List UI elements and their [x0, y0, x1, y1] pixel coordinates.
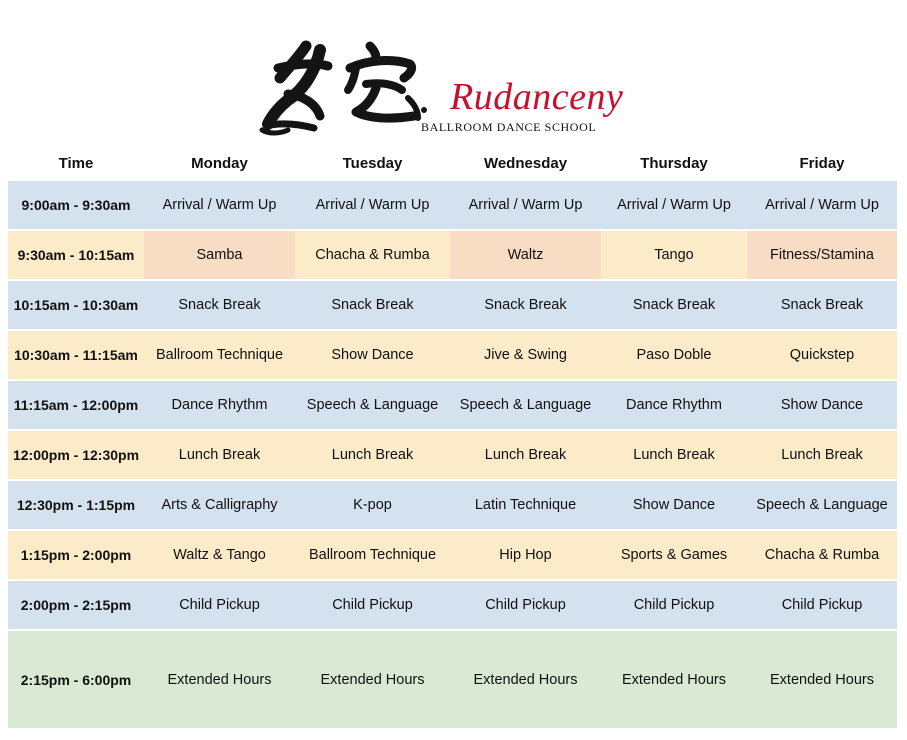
activity-cell: Extended Hours [295, 630, 450, 728]
activity-cell: Speech & Language [747, 480, 897, 530]
activity-cell: Extended Hours [144, 630, 295, 728]
activity-cell: Show Dance [601, 480, 747, 530]
activity-cell: Hip Hop [450, 530, 601, 580]
header-time: Time [8, 148, 144, 180]
activity-cell: Samba [144, 230, 295, 280]
header-thursday: Thursday [601, 148, 747, 180]
activity-cell: Snack Break [295, 280, 450, 330]
table-row [8, 580, 897, 630]
table-row [8, 380, 897, 430]
brand-name: Rudanceny [450, 76, 624, 118]
activity-cell: Child Pickup [144, 580, 295, 630]
time-cell: 10:30am - 11:15am [8, 330, 144, 380]
time-cell: 10:15am - 10:30am [8, 280, 144, 330]
activity-cell: Paso Doble [601, 330, 747, 380]
activity-cell: Fitness/Stamina [747, 230, 897, 280]
time-cell: 12:30pm - 1:15pm [8, 480, 144, 530]
time-cell: 12:00pm - 12:30pm [8, 430, 144, 480]
table-row [8, 330, 897, 380]
activity-cell: Snack Break [747, 280, 897, 330]
activity-cell: Lunch Break [601, 430, 747, 480]
activity-cell: Quickstep [747, 330, 897, 380]
activity-cell: Extended Hours [450, 630, 601, 728]
activity-cell: Arrival / Warm Up [747, 180, 897, 230]
header-tuesday: Tuesday [295, 148, 450, 180]
table-row [8, 180, 897, 230]
activity-cell: Extended Hours [747, 630, 897, 728]
time-cell: 11:15am - 12:00pm [8, 380, 144, 430]
activity-cell: Snack Break [601, 280, 747, 330]
activity-cell: Waltz [450, 230, 601, 280]
time-cell: 9:00am - 9:30am [8, 180, 144, 230]
activity-cell: Arrival / Warm Up [144, 180, 295, 230]
table-row [8, 480, 897, 530]
header-monday: Monday [144, 148, 295, 180]
activity-cell: Lunch Break [144, 430, 295, 480]
header-wednesday: Wednesday [450, 148, 601, 180]
activity-cell: Lunch Break [747, 430, 897, 480]
time-cell: 2:00pm - 2:15pm [8, 580, 144, 630]
schedule-table [8, 148, 897, 728]
header-row [8, 148, 897, 180]
activity-cell: Tango [601, 230, 747, 280]
activity-cell: Waltz & Tango [144, 530, 295, 580]
activity-cell: Show Dance [747, 380, 897, 430]
activity-cell: K-pop [295, 480, 450, 530]
activity-cell: Snack Break [450, 280, 601, 330]
time-cell: 9:30am - 10:15am [8, 230, 144, 280]
activity-cell: Child Pickup [295, 580, 450, 630]
activity-cell: Ballroom Technique [144, 330, 295, 380]
activity-cell: Show Dance [295, 330, 450, 380]
activity-cell: Dance Rhythm [601, 380, 747, 430]
table-row [8, 430, 897, 480]
activity-cell: Extended Hours [601, 630, 747, 728]
activity-cell: Jive & Swing [450, 330, 601, 380]
activity-cell: Chacha & Rumba [747, 530, 897, 580]
time-cell: 2:15pm - 6:00pm [8, 630, 144, 728]
activity-cell: Lunch Break [450, 430, 601, 480]
activity-cell: Child Pickup [450, 580, 601, 630]
table-row [8, 230, 897, 280]
activity-cell: Chacha & Rumba [295, 230, 450, 280]
activity-cell: Lunch Break [295, 430, 450, 480]
activity-cell: Latin Technique [450, 480, 601, 530]
activity-cell: Sports & Games [601, 530, 747, 580]
activity-cell: Snack Break [144, 280, 295, 330]
header [0, 0, 907, 148]
header-friday: Friday [747, 148, 897, 180]
activity-cell: Ballroom Technique [295, 530, 450, 580]
activity-cell: Arrival / Warm Up [295, 180, 450, 230]
activity-cell: Speech & Language [450, 380, 601, 430]
activity-cell: Child Pickup [601, 580, 747, 630]
calligraphy-logo-icon [258, 38, 434, 138]
brand-subtitle: BALLROOM DANCE SCHOOL [421, 120, 597, 134]
activity-cell: Speech & Language [295, 380, 450, 430]
activity-cell: Child Pickup [747, 580, 897, 630]
activity-cell: Arts & Calligraphy [144, 480, 295, 530]
time-cell: 1:15pm - 2:00pm [8, 530, 144, 580]
activity-cell: Dance Rhythm [144, 380, 295, 430]
activity-cell: Arrival / Warm Up [601, 180, 747, 230]
activity-cell: Arrival / Warm Up [450, 180, 601, 230]
table-row [8, 630, 897, 728]
table-row [8, 530, 897, 580]
table-row [8, 280, 897, 330]
